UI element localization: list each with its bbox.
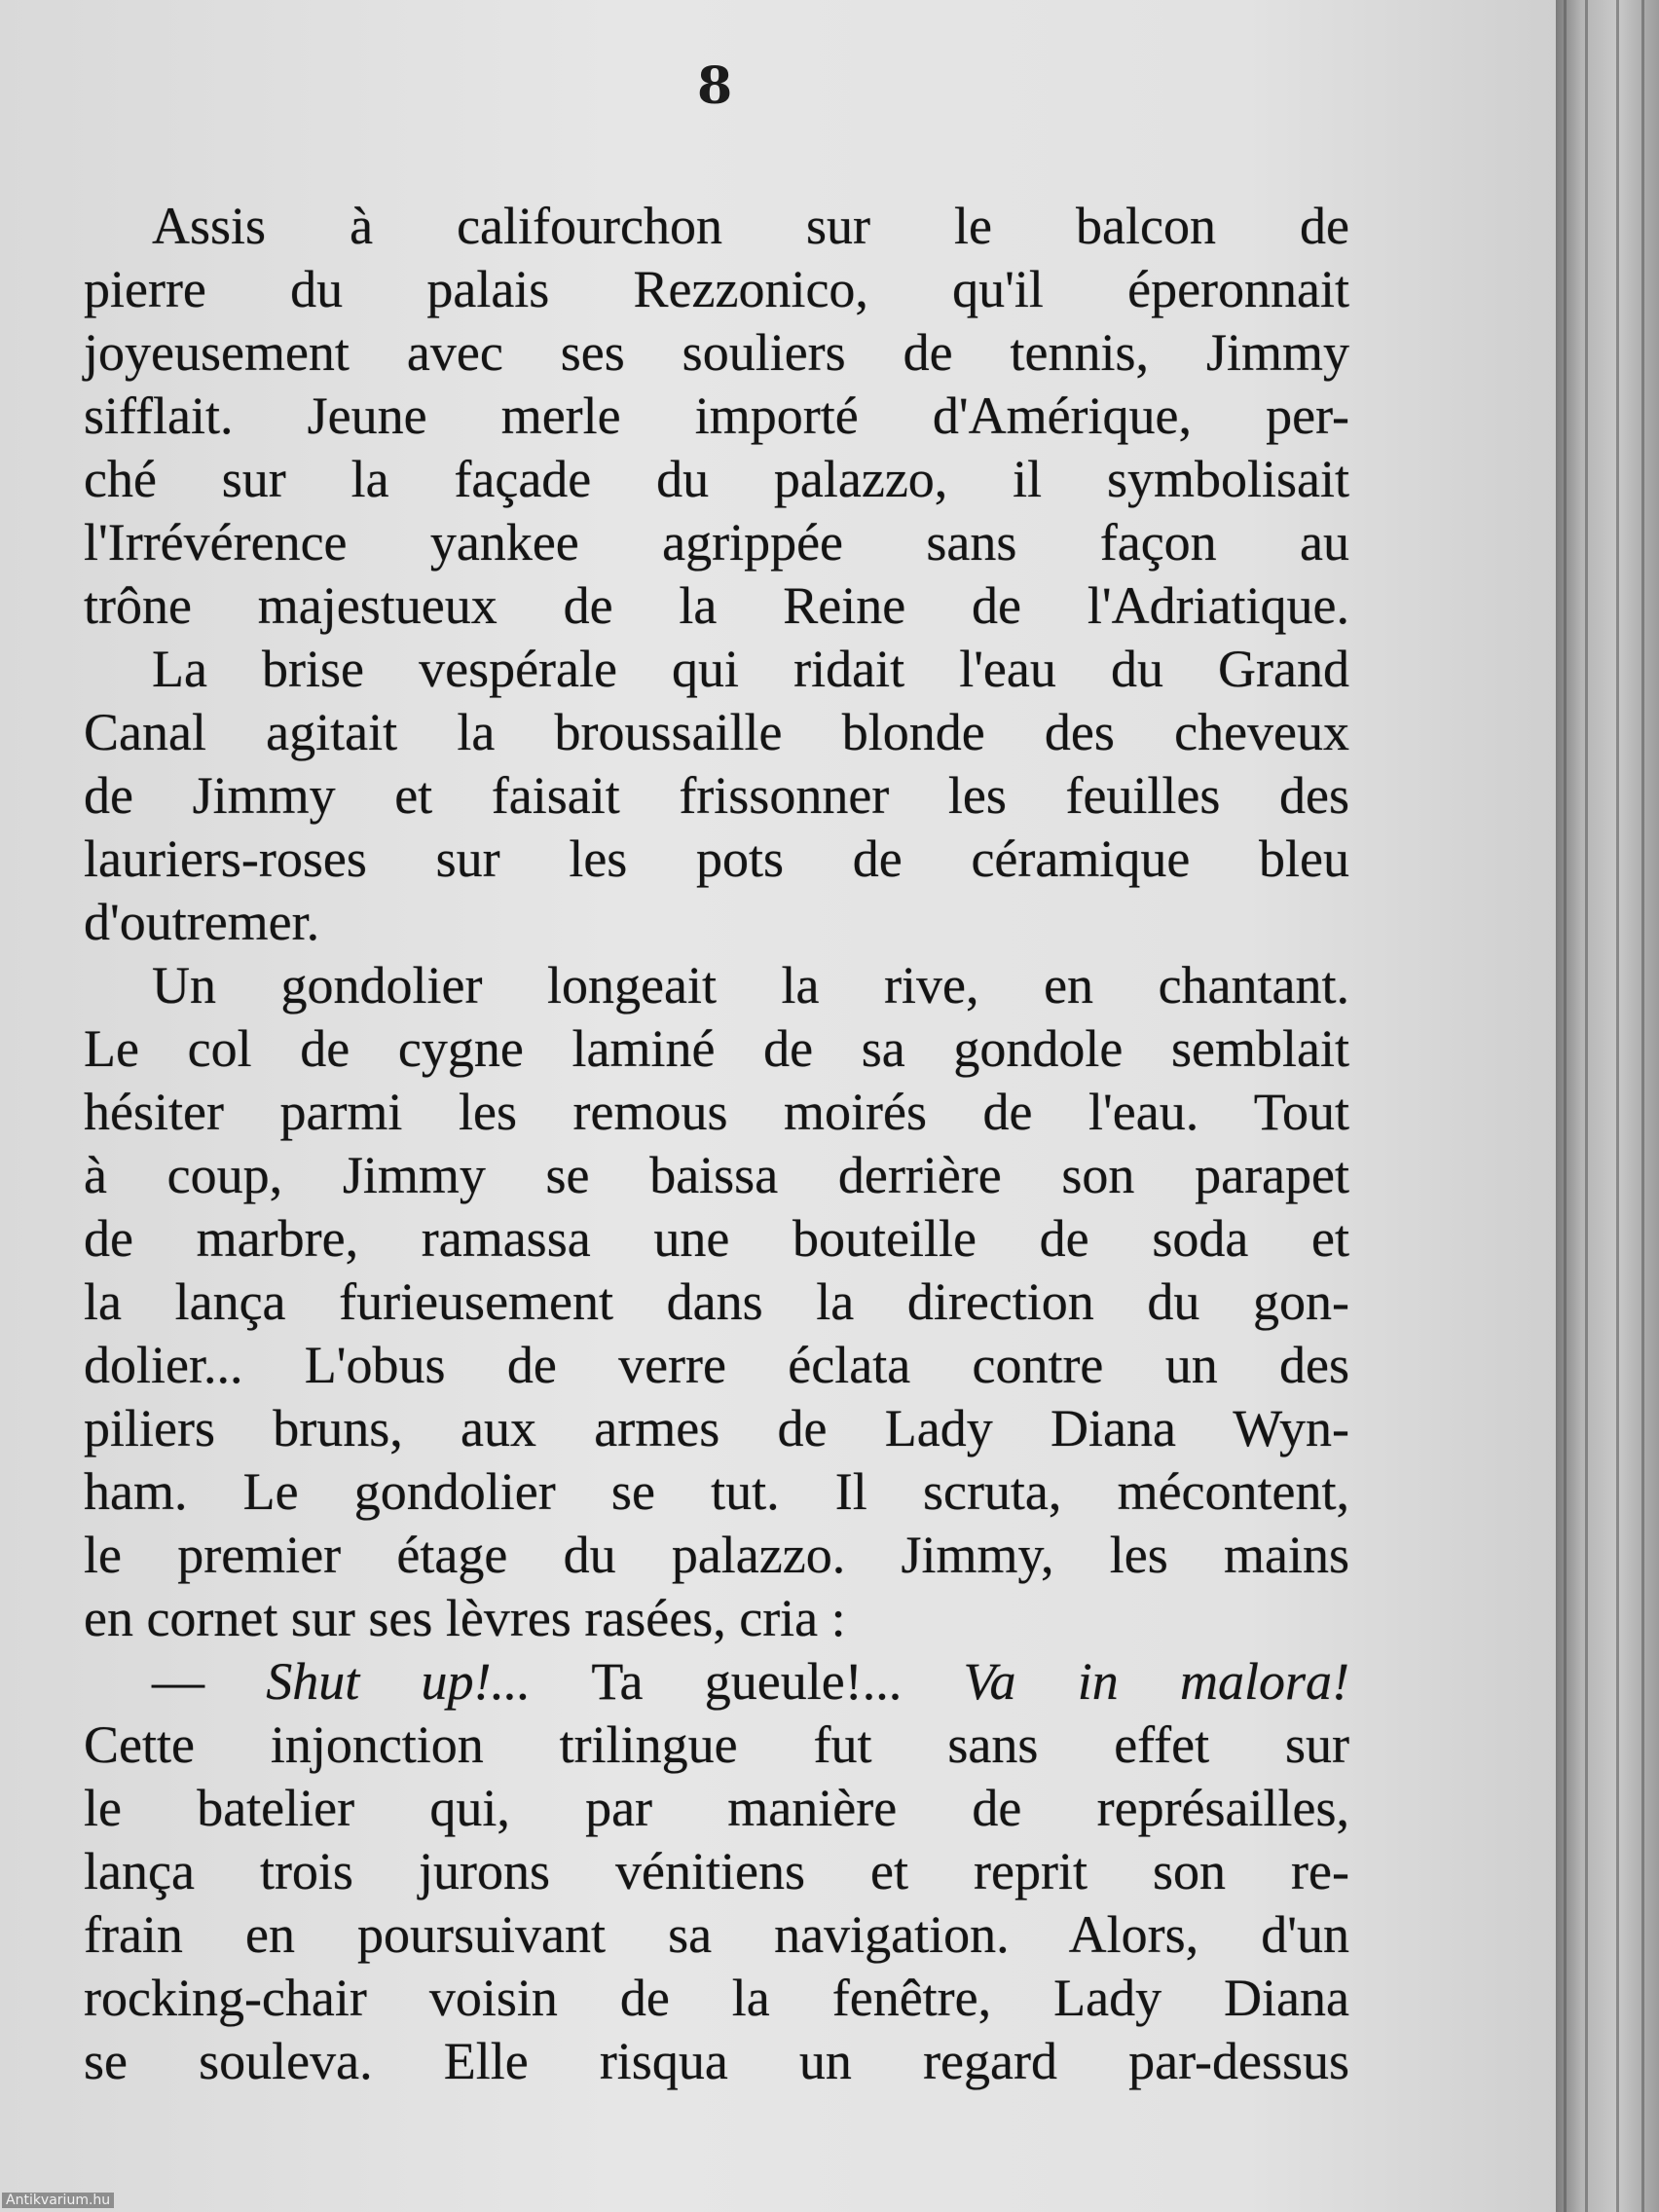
page-stack-edge [1556,0,1659,2212]
text-line: trône majestueux de la Reine de l'Adriatique. [84,576,1349,635]
dialogue-french: Ta gueule!... [591,1652,903,1711]
text-line: dolier... L'obus de verre éclata contre un des [84,1336,1349,1394]
dialogue-italian: Va in malora! [963,1652,1349,1711]
body-text [84,195,1349,2093]
text-line: ham. Le gondolier se tut. Il scruta, mécontent, [84,1462,1349,1521]
text-line: Cette injonction trilingue fut sans effet sur [84,1715,1349,1774]
dialogue-line [84,1650,1349,1714]
paragraph-2 [84,638,1349,954]
text-line: frain en poursuivant sa navigation. Alors, d'un [84,1905,1349,1964]
text-line: à coup, Jimmy se baissa derrière son parapet [84,1146,1349,1204]
text-line: Assis à califourchon sur le balcon de [152,197,1349,255]
dialogue-english: Shut up!... [266,1652,532,1711]
paragraph-4 [84,1714,1349,2093]
paragraph-3 [84,954,1349,1650]
text-line: de marbre, ramassa une bouteille de soda et [84,1209,1349,1268]
text-line: Un gondolier longeait la rive, en chantant. [152,956,1349,1014]
text-line: le batelier qui, par manière de représailles, [84,1779,1349,1837]
text-line: La brise vespérale qui ridait l'eau du Grand [152,640,1349,698]
text-line: Le col de cygne laminé de sa gondole semblait [84,1019,1349,1078]
paragraph-1 [84,195,1349,638]
text-line: piliers bruns, aux armes de Lady Diana Wyn- [84,1399,1349,1457]
text-line: sifflait. Jeune merle importé d'Amérique, per- [84,387,1349,445]
watermark: Antikvarium.hu [2,2193,114,2208]
text-line: hésiter parmi les remous moirés de l'eau. Tout [84,1083,1349,1141]
page-edge-line [1616,0,1619,2212]
text-line: lauriers-roses sur les pots de céramique bleu [84,830,1349,888]
text-line: de Jimmy et faisait frissonner les feuilles des [84,766,1349,825]
text-line: rocking-chair voisin de la fenêtre, Lady Diana [84,1969,1349,2027]
text-line: pierre du palais Rezzonico, qu'il éperonnait [84,260,1349,318]
page-folio: 8 [697,56,733,116]
text-line: joyeusement avec ses souliers de tennis, Jimmy [84,323,1349,382]
text-line: l'Irrévérence yankee agrippée sans façon au [84,513,1349,571]
text-line: la lança furieusement dans la direction du gon- [84,1272,1349,1331]
text-line: le premier étage du palazzo. Jimmy, les mains [84,1526,1349,1584]
text-line: se souleva. Elle risqua un regard par-dessus [84,2032,1349,2090]
page-edge-line [1641,0,1644,2212]
text-line: lança trois jurons vénitiens et reprit son re- [84,1842,1349,1900]
page-edge-line [1585,0,1588,2212]
page-edge-line [1564,0,1567,2212]
text-line: ché sur la façade du palazzo, il symbolisait [84,450,1349,508]
text-line: en cornet sur ses lèvres rasées, cria : [84,1589,846,1647]
dialogue-dash: — [152,1652,204,1711]
text-line: d'outremer. [84,893,320,951]
text-line: Canal agitait la broussaille blonde des cheveux [84,703,1349,761]
